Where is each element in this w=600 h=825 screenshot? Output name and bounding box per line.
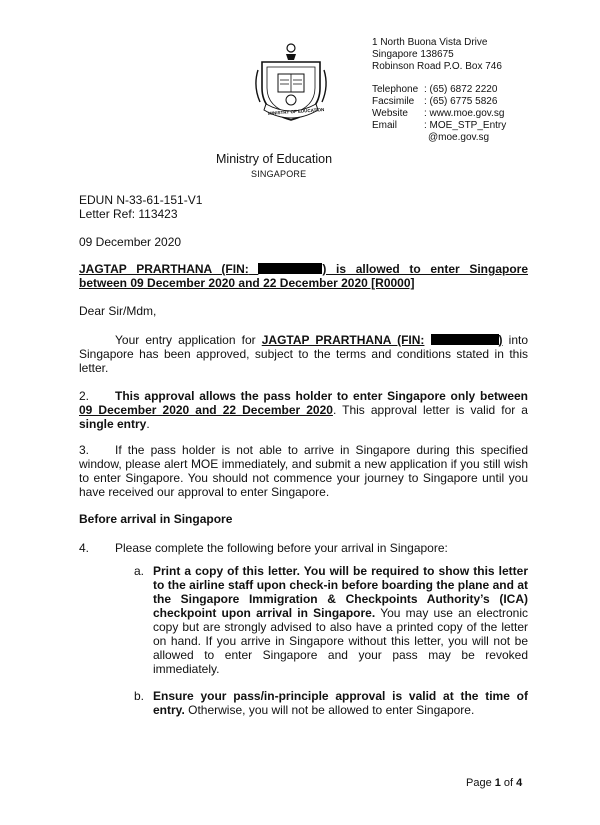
list-item-b: b. Ensure your pass/in-principle approval is valid at the time of entry. Otherwise, you will not be allowed to enter Singapore. bbox=[134, 689, 528, 717]
paragraph-2: 2. This approval allows the pass holder to enter Singapore only between 09 December 2020 and 22 December 2020. This approval letter is valid for a single entry. bbox=[79, 389, 528, 431]
list-letter: b. bbox=[134, 689, 145, 703]
contact-email: Email : MOE_STP_Entry bbox=[372, 120, 507, 131]
contact-facsimile: Facsimile : (65) 6775 5826 bbox=[372, 96, 498, 107]
redacted-fin bbox=[431, 334, 499, 345]
letter-date: 09 December 2020 bbox=[79, 235, 182, 249]
paragraph-number: 3. bbox=[79, 443, 90, 457]
section-heading: Before arrival in Singapore bbox=[79, 512, 233, 526]
address-line-3: Robinson Road P.O. Box 746 bbox=[372, 61, 502, 72]
subject-line: JAGTAP PRARTHANA (FIN: ) is allowed to enter Singapore between 09 December 2020 and 22 December 2020 [R0000] bbox=[79, 262, 529, 290]
salutation: Dear Sir/Mdm, bbox=[79, 304, 157, 318]
letter-ref: Letter Ref: 113423 bbox=[79, 207, 178, 221]
ministry-name: Ministry of Education bbox=[216, 152, 333, 166]
address-line-1: 1 North Buona Vista Drive bbox=[372, 37, 488, 48]
page-number: Page 1 of 4 bbox=[466, 777, 523, 789]
address-line-2: Singapore 138675 bbox=[372, 49, 454, 60]
list-item-a: a. Print a copy of this letter. You will be required to show this letter to the airline staff upon check-in before boarding the plane and at the Singapore Immigration & Checkpoints Authority’s (ICA) checkpoint upon arrival in Singapore. You may use an electronic copy but are strongly advised to also have a printed copy of the letter on hand. If you arrive in Singapore without this letter, you will not be allowed to enter Singapore and your pass may be revoked immediately. bbox=[134, 564, 528, 676]
crest-ribbon-text: MINISTRY OF EDUCATION bbox=[267, 107, 325, 116]
paragraph-3: 3. If the pass holder is not able to arrive in Singapore during this specified window, please alert MOE immediately, and submit a new application if you still wish to enter Singapore. You should not commence your journey to Singapore until you have received our approval to enter Singapore. bbox=[79, 443, 528, 499]
contact-telephone: Telephone : (65) 6872 2220 bbox=[372, 84, 498, 95]
paragraph-number: 4. bbox=[79, 541, 90, 555]
edun-number: EDUN N-33-61-151-V1 bbox=[79, 193, 203, 207]
redacted-fin bbox=[258, 263, 322, 274]
moe-crest-logo bbox=[250, 40, 332, 126]
paragraph-approval: Your entry application for JAGTAP PRARTHANA (FIN: ) into Singapore has been approved, subject to the terms and conditions stated in this letter. bbox=[79, 333, 529, 375]
contact-website: Website : www.moe.gov.sg bbox=[372, 108, 505, 119]
ministry-country: SINGAPORE bbox=[251, 169, 307, 179]
contact-email-domain: @moe.gov.sg bbox=[428, 132, 490, 143]
address-block bbox=[372, 37, 572, 144]
list-letter: a. bbox=[134, 564, 145, 578]
paragraph-4: 4. Please complete the following before your arrival in Singapore: bbox=[79, 541, 448, 555]
paragraph-number: 2. bbox=[79, 389, 90, 403]
reference-block bbox=[79, 193, 202, 221]
